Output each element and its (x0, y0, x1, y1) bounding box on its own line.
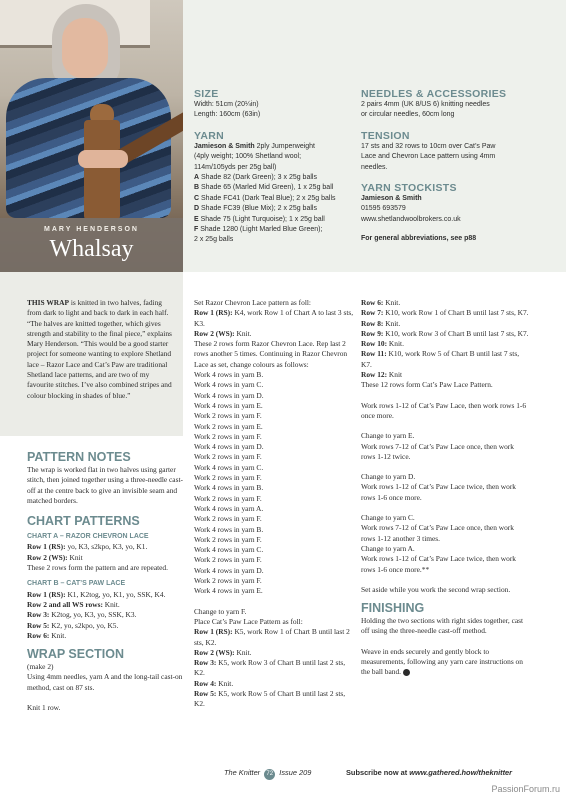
chart-patterns-heading: CHART PATTERNS (27, 514, 140, 529)
pattern-row (361, 298, 529, 308)
yarn-shade-a (194, 173, 354, 183)
colour-change: Work 4 rows in yarn C. (194, 380, 264, 390)
intro-text (27, 298, 177, 401)
finishing-text: Holding the two sections with right sides together, cast off using the three-needle cast-off method. (361, 616, 524, 636)
row-text: K5, work Row 5 of Chart B until last 2 sts, K2. (194, 688, 346, 709)
intro-box (0, 272, 183, 436)
row-label: Row 8: (361, 318, 384, 328)
tension-line: 17 sts and 32 rows to 10cm over Cat’s Paw (361, 142, 496, 150)
row-text: K1, K2tog, yo, K1, yo, SSK, K4. (65, 589, 166, 599)
colour-change: Work 2 rows in yarn E. (194, 421, 263, 431)
row-label: Row 1 (RS): (27, 589, 66, 599)
shade-letter: A (194, 174, 200, 182)
pattern-row (361, 349, 529, 370)
set-pattern-text: Set Razor Chevron Lace pattern as foll: (194, 298, 311, 307)
shade-letter: E (194, 215, 199, 223)
yarn-type (194, 142, 354, 152)
stockist-name: Jamieson & Smith (361, 195, 422, 203)
place-pattern: Place Cat’s Paw Lace Pattern as foll: (194, 616, 303, 626)
row-label: Row 5: (27, 620, 50, 630)
shade-letter: F (194, 226, 199, 234)
needles-heading: NEEDLES & ACCESSORIES (361, 88, 507, 100)
colour-change: Work 4 rows in yarn B. (194, 524, 264, 534)
shade-text: Shade 1280 (Light Marled Blue Green); (198, 226, 323, 234)
row-text: Knit. (102, 599, 120, 609)
needles-line: or circular needles, 60cm long (361, 111, 455, 119)
colour-change: Work 4 rows in yarn C. (194, 462, 264, 472)
finishing-text (361, 647, 529, 678)
chart-a-note: These 2 rows form the pattern and are repeated. (27, 563, 168, 573)
wrap-cast-on: Using 4mm needles, yarn A and the long-tail cast-on method, cast on 87 sts. (27, 672, 183, 692)
colour-change: Work 2 rows in yarn F. (194, 411, 262, 421)
shade-letter: B (194, 184, 200, 192)
shade-letter: D (194, 205, 200, 213)
row-text: Knit (387, 370, 403, 380)
tension-details (361, 142, 526, 173)
colour-change: Work 2 rows in yarn F. (194, 473, 262, 483)
watermark: PassionForum.ru (491, 784, 560, 794)
model-face (62, 18, 108, 78)
row-text: K5, work Row 3 of Chart B until last 2 sts, K2. (194, 658, 346, 678)
issue-number: Issue 209 (279, 768, 312, 777)
row-text: Knit. (49, 630, 67, 640)
pattern-row (194, 648, 356, 658)
row-label: Row 1 (RS): (194, 627, 233, 637)
pattern-row (194, 627, 356, 648)
wrap-make: (make 2) (27, 662, 54, 672)
colour-change: Work 2 rows in yarn F. (194, 452, 262, 462)
chart-a-row (27, 553, 183, 563)
wrap-row-1: Knit 1 row. (27, 703, 61, 713)
chart-a-heading: CHART A – RAZOR CHEVRON LACE (27, 533, 149, 541)
row-text: Knit (67, 552, 83, 562)
row-label: Row 9: (361, 328, 384, 338)
column-3 (361, 298, 529, 678)
wrap-section-heading: WRAP SECTION (27, 647, 124, 662)
chart-b-row (27, 590, 183, 600)
yarn-shade-f-qty: 2 x 25g balls (194, 236, 234, 244)
row-label: Row 6: (361, 298, 384, 307)
yarn-desc: 2ply Jumperweight (254, 142, 315, 150)
needles-details (361, 100, 526, 121)
row-label: Row 1 (RS): (194, 308, 233, 318)
shade-text: Shade FC39 (Blue Mix); 2 x 25g balls (199, 205, 317, 213)
tension-line: needles. (361, 163, 388, 171)
instruction-para: Change to yarn C. Work rows 7-12 of Cat’s Paw Lace once, then work rows 1-12 another 3 times. Change to yarn A. Work rows 1-12 of Cat’s Paw Lace twice, then work rows 1-6 once more.** (361, 513, 516, 574)
yarn-shade-c (194, 194, 354, 204)
page-number: 72 (264, 769, 275, 780)
needles-line: 2 pairs 4mm (UK 8/US 6) knitting needles (361, 101, 490, 108)
pattern-notes-heading: PATTERN NOTES (27, 450, 131, 464)
end-mark-icon (403, 669, 410, 676)
pattern-row (361, 308, 529, 318)
yarn-weight: (4ply weight; 100% Shetland wool; (194, 153, 302, 161)
colour-change: Work 4 rows in yarn B. (194, 370, 264, 380)
row-text: Knit. (234, 647, 252, 657)
instruction-para: Work rows 1-12 of Cat’s Paw Lace, then work rows 1-6 once more. (361, 400, 527, 420)
pattern-row (361, 370, 529, 380)
pattern-row (194, 658, 356, 679)
intro-body: is knitted in two halves, fading from dark to light and back to dark in each half. “The halves are knitted together, which gives strength and stability to the final piece,” explains Mary Henderson. “This would be a good starter project for someone wanting to explore Shetland lace – Razor Lace and Cat’s Paw are traditional Shetland lace patterns, and are two of my favourite stitches. I’ve also combined stripes and colour blocking in shades of blue.” (27, 298, 172, 400)
row-text: Knit. (216, 678, 234, 688)
row-label: Row 1 (RS): (27, 542, 66, 552)
footer-subscribe (346, 768, 512, 777)
row-label: Row 10: (361, 339, 388, 349)
colour-change: Work 2 rows in yarn F. (194, 514, 262, 524)
tension-heading: TENSION (361, 129, 410, 142)
colour-change: Work 4 rows in yarn E. (194, 400, 263, 410)
row-text: K10, work Row 3 of Chart B until last 7 sts, K7. (383, 328, 529, 338)
stockists-heading: YARN STOCKISTS (361, 182, 457, 195)
shade-text: Shade 65 (Marled Mid Green), 1 x 25g ball (199, 184, 334, 192)
stockist-phone: 01595 693579 (361, 205, 406, 213)
yarn-shade-b (194, 183, 354, 193)
row-label: Row 2 (WS): (194, 647, 235, 657)
colour-change: Work 2 rows in yarn F. (194, 576, 262, 586)
shade-letter: C (194, 194, 200, 202)
yarn-shade-f (194, 225, 354, 235)
colour-change: Work 4 rows in yarn E. (194, 586, 263, 596)
rows-note: These 12 rows form Cat’s Paw Lace Pattern. (361, 380, 493, 390)
chart-a-row (27, 542, 183, 552)
pattern-row (361, 329, 529, 339)
footer-magazine (224, 768, 311, 780)
column-2 (194, 298, 356, 710)
finishing-text-2: Weave in ends securely and gently block to measurements, following any yarn care instructions on the ball band. (361, 646, 523, 677)
size-width: Width: 51cm (20¼in) (194, 101, 259, 108)
pattern-title: Whalsay (49, 236, 134, 262)
colour-change: Work 4 rows in yarn D. (194, 565, 264, 575)
pattern-row (194, 679, 356, 689)
tension-line: Lace and Chevron Lace pattern using 4mm (361, 153, 496, 161)
chart-b-heading: CHART B – CAT’S PAW LACE (27, 580, 126, 588)
change-to-f: Change to yarn F. (194, 606, 247, 616)
pattern-notes-text: The wrap is worked flat in two halves using garter stitch, then joined together using a three-needle cast-off at the centre back to give an invisible seam and matched borders. (27, 465, 183, 505)
size-heading: SIZE (194, 88, 219, 100)
row-text: K10, work Row 5 of Chart B until last 7 sts, K7. (361, 349, 520, 369)
stockist-url[interactable]: www.shetlandwoolbrokers.co.uk (361, 215, 461, 223)
model-hands (78, 150, 128, 168)
shade-text: Shade 82 (Dark Green); 3 x 25g balls (199, 174, 317, 182)
newel-post (84, 120, 120, 220)
colour-change: Work 4 rows in yarn A. (194, 503, 264, 513)
row-text: Knit. (387, 339, 404, 349)
intro-lead: THIS WRAP (27, 298, 69, 307)
row-label: Row 3: (27, 610, 50, 620)
row-text: K5, work Row 1 of Chart B until last 2 sts, K2. (194, 627, 350, 647)
abbreviations-note: For general abbreviations, see p88 (361, 235, 477, 243)
stockists-details (361, 194, 526, 245)
row-text: Knit. (383, 318, 401, 328)
row-label: Row 11: (361, 349, 387, 359)
pattern-row (194, 329, 356, 339)
row-text: K10, work Row 1 of Chart B until last 7 sts, K7. (383, 308, 529, 318)
yarn-heading: YARN (194, 129, 224, 142)
colour-change: Work 4 rows in yarn D. (194, 442, 264, 452)
size-details (194, 100, 354, 121)
size-length: Length: 160cm (63in) (194, 111, 261, 119)
row-text: K2tog, yo, K3, yo, SSK, K3. (49, 610, 137, 620)
chart-b-row (27, 621, 183, 631)
row-label: Row 5: (194, 688, 217, 698)
shade-text: Shade FC41 (Dark Teal Blue); 2 x 25g balls (199, 194, 336, 202)
magazine-name: The Knitter (224, 768, 261, 777)
chart-b-row (27, 600, 183, 610)
row-label: Row 12: (361, 370, 388, 380)
colour-change: Work 4 rows in yarn D. (194, 390, 264, 400)
yarn-shade-e (194, 215, 354, 225)
pattern-row (361, 339, 529, 349)
subscribe-text: Subscribe now at (346, 768, 410, 777)
yarn-shade-d (194, 204, 354, 214)
instruction-para: Change to yarn D. Work rows 1-12 of Cat’s Paw Lace twice, then work rows 1-6 once more. (361, 472, 516, 502)
info-column-left (194, 88, 354, 246)
instruction-para: Change to yarn E. Work rows 7-12 of Cat’s Paw Lace once, then work rows 1-12 twice. (361, 431, 514, 461)
colour-change: Work 2 rows in yarn F. (194, 555, 262, 565)
yarn-brand: Jamieson & Smith (194, 142, 255, 150)
row-text: Knit. (383, 298, 401, 307)
chevron-instructions: These 2 rows form Razor Chevron Lace. Rep last 2 rows another 5 times. Continuing in Razor Chevron Lace as set, change colours as follows: (194, 339, 348, 369)
row-text: K2, yo, s2kpo, yo, K5. (49, 620, 119, 630)
colour-change: Work 2 rows in yarn F. (194, 493, 262, 503)
designer-name: MARY HENDERSON (44, 226, 139, 233)
row-label: Row 2 (WS): (194, 328, 235, 338)
row-text: K4, work Row 1 of Chart A to last 3 sts, K3. (194, 308, 354, 328)
chart-b-row (27, 610, 183, 620)
chart-b-row (27, 631, 183, 641)
yarn-length: 114m/105yds per 25g ball) (194, 163, 277, 171)
finishing-heading: FINISHING (361, 601, 425, 616)
colour-change: Work 2 rows in yarn F. (194, 534, 262, 544)
row-label: Row 2 and all WS rows: (27, 599, 103, 609)
colour-change: Work 4 rows in yarn B. (194, 483, 264, 493)
pattern-row (194, 308, 356, 329)
colour-change: Work 4 rows in yarn C. (194, 545, 264, 555)
subscribe-link[interactable]: www.gathered.how/theknitter (409, 768, 513, 777)
shade-text: Shade 75 (Light Turquoise); 1 x 25g ball (198, 215, 325, 223)
row-label: Row 4: (194, 678, 217, 688)
instruction-para: Set aside while you work the second wrap section. (361, 584, 511, 594)
row-label: Row 7: (361, 308, 384, 318)
info-column-right (361, 88, 526, 245)
row-label: Row 3: (194, 658, 217, 668)
yarn-details (194, 142, 354, 246)
pattern-row (361, 319, 529, 329)
row-label: Row 6: (27, 630, 50, 640)
row-label: Row 2 (WS): (27, 552, 68, 562)
colour-change: Work 2 rows in yarn F. (194, 431, 262, 441)
pattern-row (194, 689, 356, 710)
page-footer (0, 762, 566, 782)
column-1 (27, 446, 183, 713)
row-text: yo, K3, s2kpo, K3, yo, K1. (65, 542, 148, 552)
row-text: Knit. (234, 328, 252, 338)
